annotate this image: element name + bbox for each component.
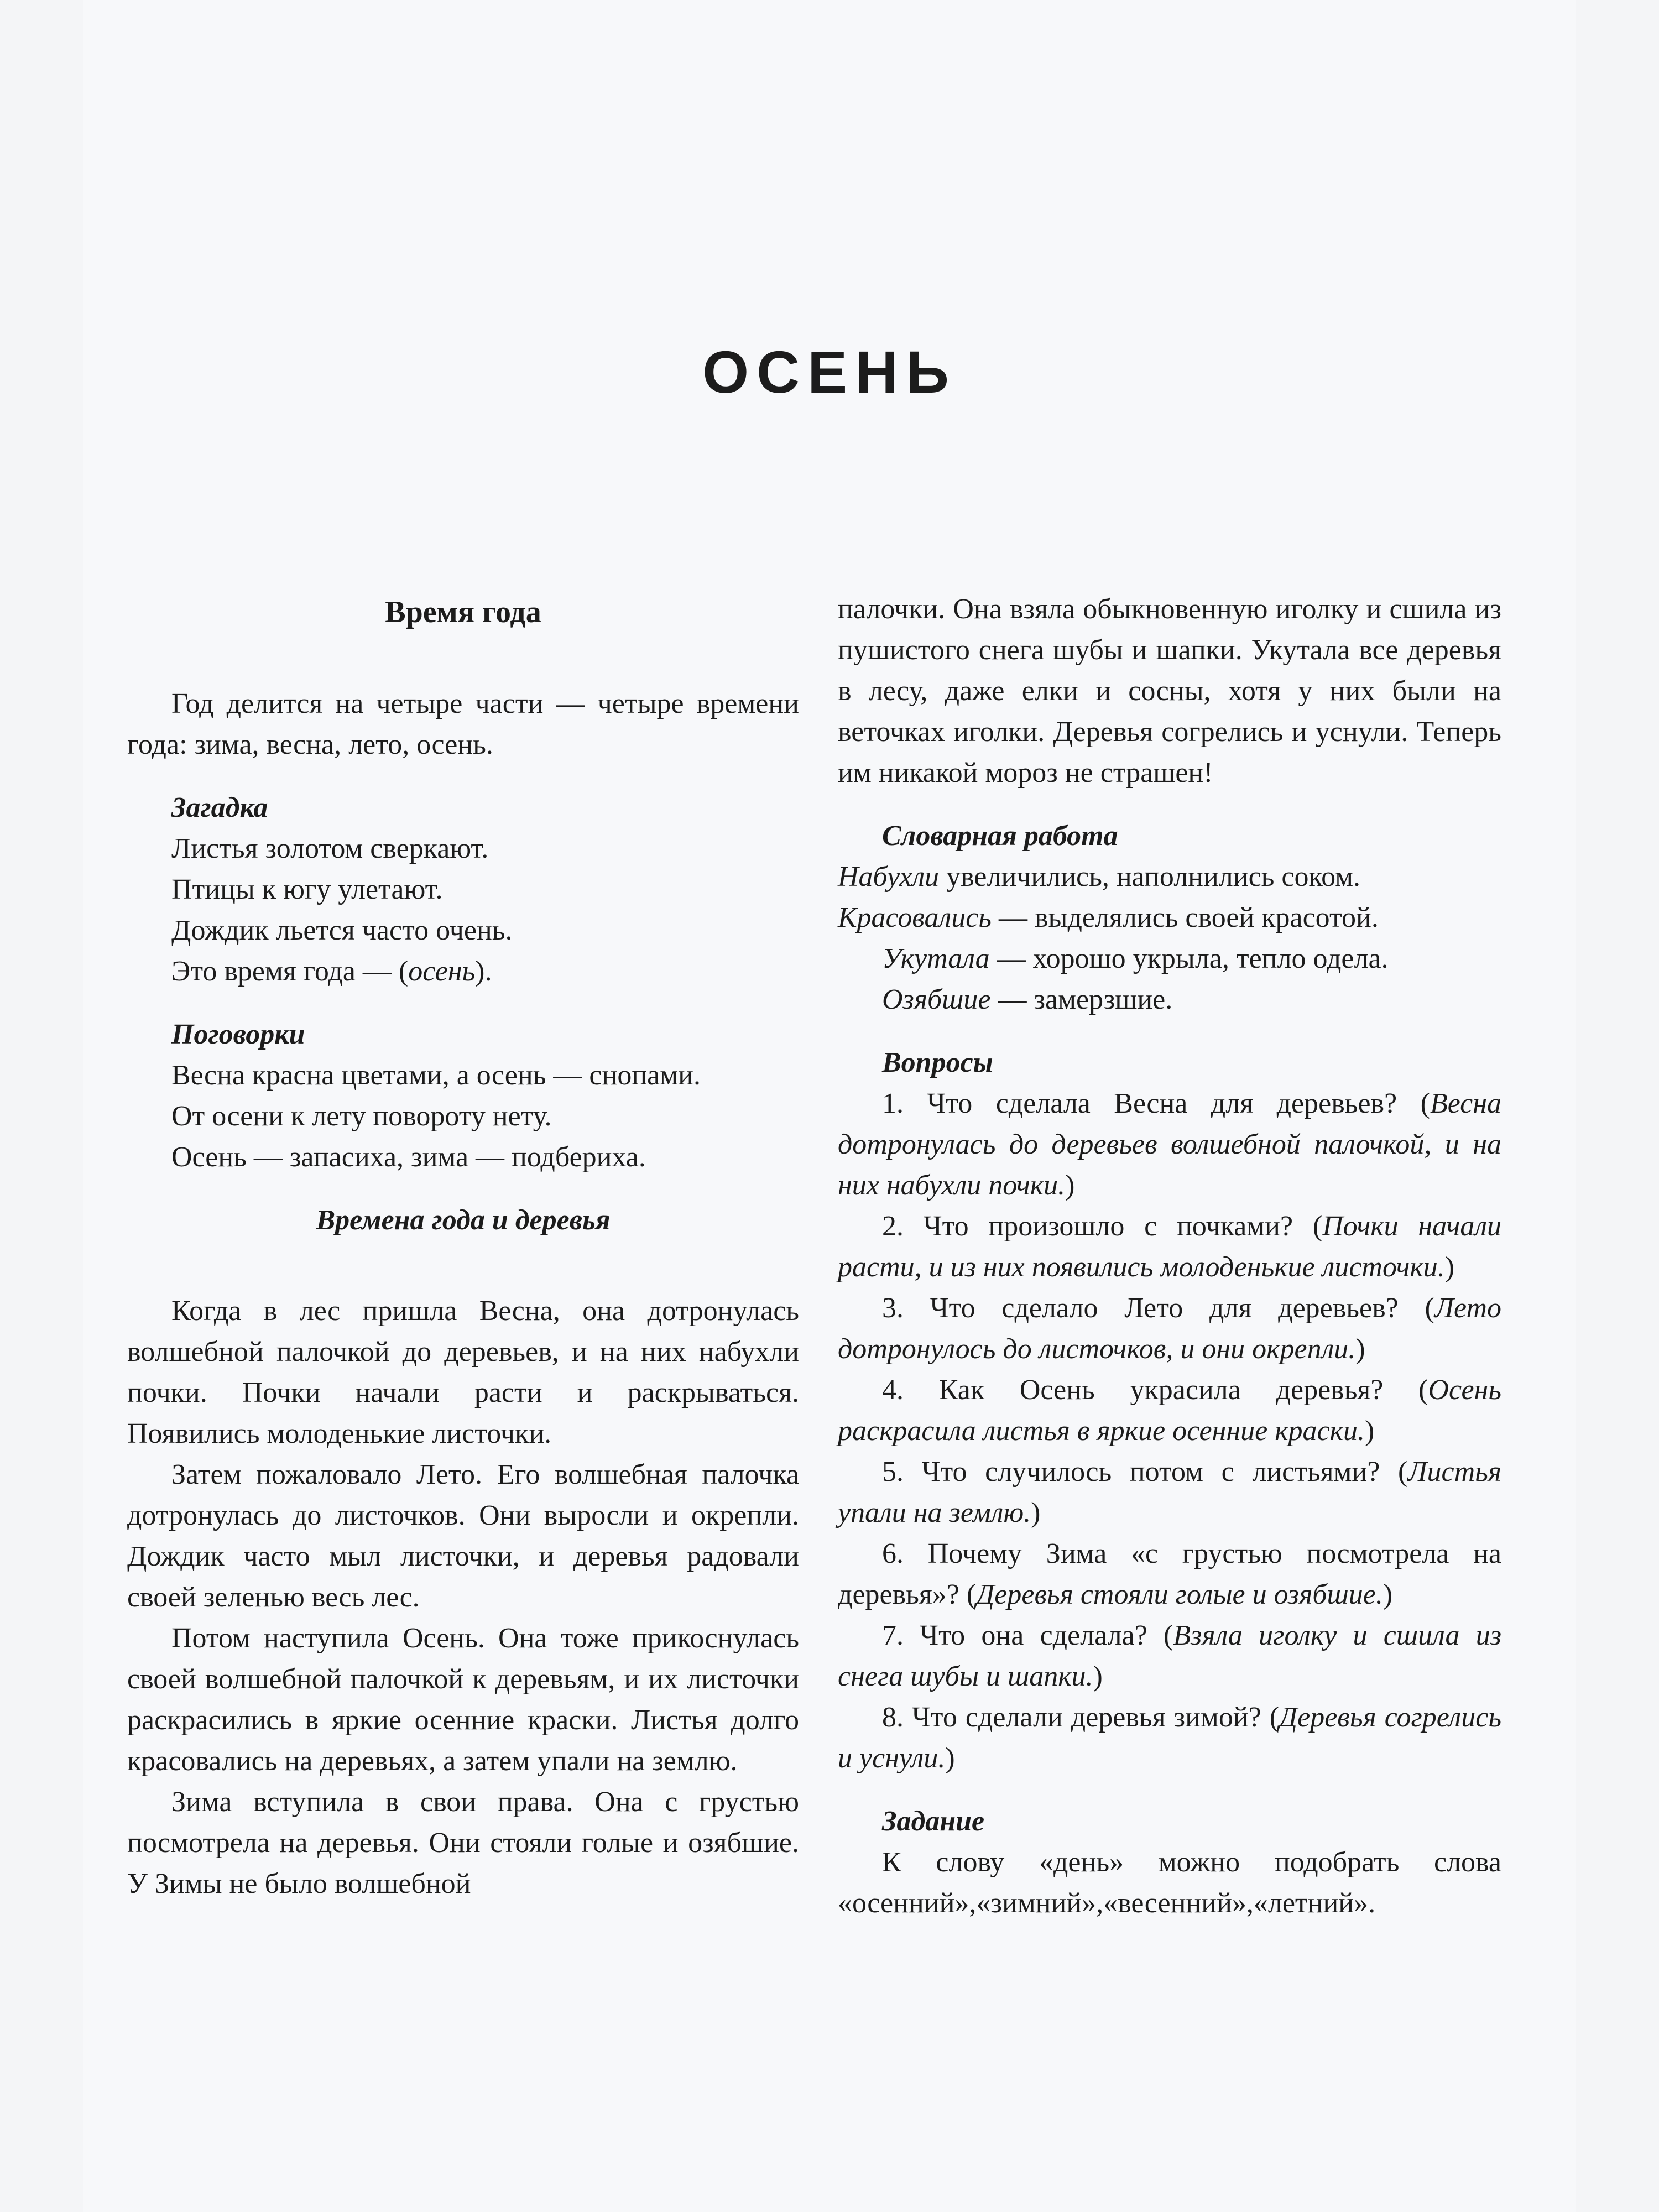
- story-paragraph: Зима вступила в свои права. Она с грустью посмотрела на деревья. Они стояли голые и озябшие. У Зимы не было волшебной: [127, 1786, 799, 1900]
- question: 6. Почему Зима «с грустью посмотрела на деревья»? (Деревья стояли голые и озябшие.): [838, 1538, 1501, 1610]
- story-paragraph: Потом наступила Осень. Она тоже прикоснулась своей волшебной палочкой к деревьям, и их листочки раскрасились в яркие осенние краски. Листья долго красовались на деревьях, а затем упали на землю.: [127, 1623, 799, 1777]
- question: 4. Как Осень украсила деревья? (Осень раскрасила листья в яркие осенние краски.): [838, 1374, 1501, 1447]
- question: 3. Что сделало Лето для деревьев? (Лето дотронулось до листочков, и они окрепли.): [838, 1292, 1501, 1365]
- task-text: К слову «день» можно подобрать слова «осенний»,«зимний»,«весенний»,«летний».: [838, 1846, 1501, 1919]
- vocab-term: Озябшие: [882, 984, 991, 1015]
- question: 5. Что случилось потом с листьями? (Листья упали на землю.): [838, 1456, 1501, 1528]
- riddle-heading: Загадка: [171, 792, 268, 823]
- task-heading: Задание: [882, 1806, 985, 1837]
- left-column: [127, 592, 799, 1905]
- question: 1. Что сделала Весна для деревьев? (Весна дотронулась до деревьев волшебной палочкой, и на них набухли почки.): [838, 1088, 1501, 1201]
- right-column: [838, 589, 1501, 1924]
- saying: От осени к лету повороту нету.: [171, 1100, 552, 1132]
- story-paragraph: Когда в лес пришла Весна, она дотронулась волшебной палочкой до деревьев, и на них набухли почки. Почки начали расти и раскрываться. Появились молоденькие листочки.: [127, 1295, 799, 1449]
- vocab-item: Набухли увеличились, наполнились соком.: [838, 861, 1360, 893]
- section-title: Время года: [385, 595, 541, 629]
- saying: Осень — запасиха, зима — подбериха.: [171, 1141, 646, 1173]
- riddle-line: Листья золотом сверкают.: [171, 833, 489, 864]
- vocab-term: Набухли: [838, 861, 940, 893]
- riddle-answer: осень: [408, 956, 476, 987]
- question: 2. Что произошло с почками? (Почки начали расти, и из них появились молоденькие листочки.): [838, 1211, 1501, 1283]
- riddle-line: Дождик льется часто очень.: [171, 915, 513, 946]
- vocab-item: Укутала — хорошо укрыла, тепло одела.: [882, 943, 1389, 974]
- story-heading: Времена года и деревья: [316, 1204, 611, 1236]
- story-paragraph: Затем пожаловало Лето. Его волшебная палочка дотронулась до листочков. Они выросли и окрепли. Дождик часто мыл листочки, и деревья радовали своей зеленью весь лес.: [127, 1459, 799, 1613]
- vocab-term: Укутала: [882, 943, 990, 974]
- vocab-heading: Словарная работа: [882, 820, 1118, 852]
- vocab-item: Красовались — выделялись своей красотой.: [838, 902, 1379, 933]
- story-continuation: палочки. Она взяла обыкновенную иголку и сшила из пушистого снега шубы и шапки. Укутала все деревья в лесу, даже елки и сосны, хотя у них были на веточках иголки. Деревья согрелись и уснули. Теперь им никакой мороз не страшен!: [838, 593, 1501, 789]
- riddle-line: Птицы к югу улетают.: [171, 874, 443, 905]
- riddle-line: Это время года — (осень).: [171, 956, 492, 987]
- vocab-item: Озябшие — замерзшие.: [882, 984, 1173, 1015]
- sayings-heading: Поговорки: [171, 1019, 305, 1050]
- vocab-term: Красовались: [838, 902, 992, 933]
- riddle: [127, 828, 799, 992]
- saying: Весна красна цветами, а осень — снопами.: [171, 1060, 701, 1091]
- question: 8. Что сделали деревья зимой? (Деревья согрелись и уснули.): [838, 1702, 1501, 1774]
- questions-heading: Вопросы: [882, 1047, 993, 1078]
- page-title: ОСЕНЬ: [702, 338, 957, 405]
- intro-paragraph: Год делится на четыре части — четыре времени года: зима, весна, лето, осень.: [127, 688, 799, 760]
- question: 7. Что она сделала? (Взяла иголку и сшила из снега шубы и шапки.): [838, 1620, 1501, 1692]
